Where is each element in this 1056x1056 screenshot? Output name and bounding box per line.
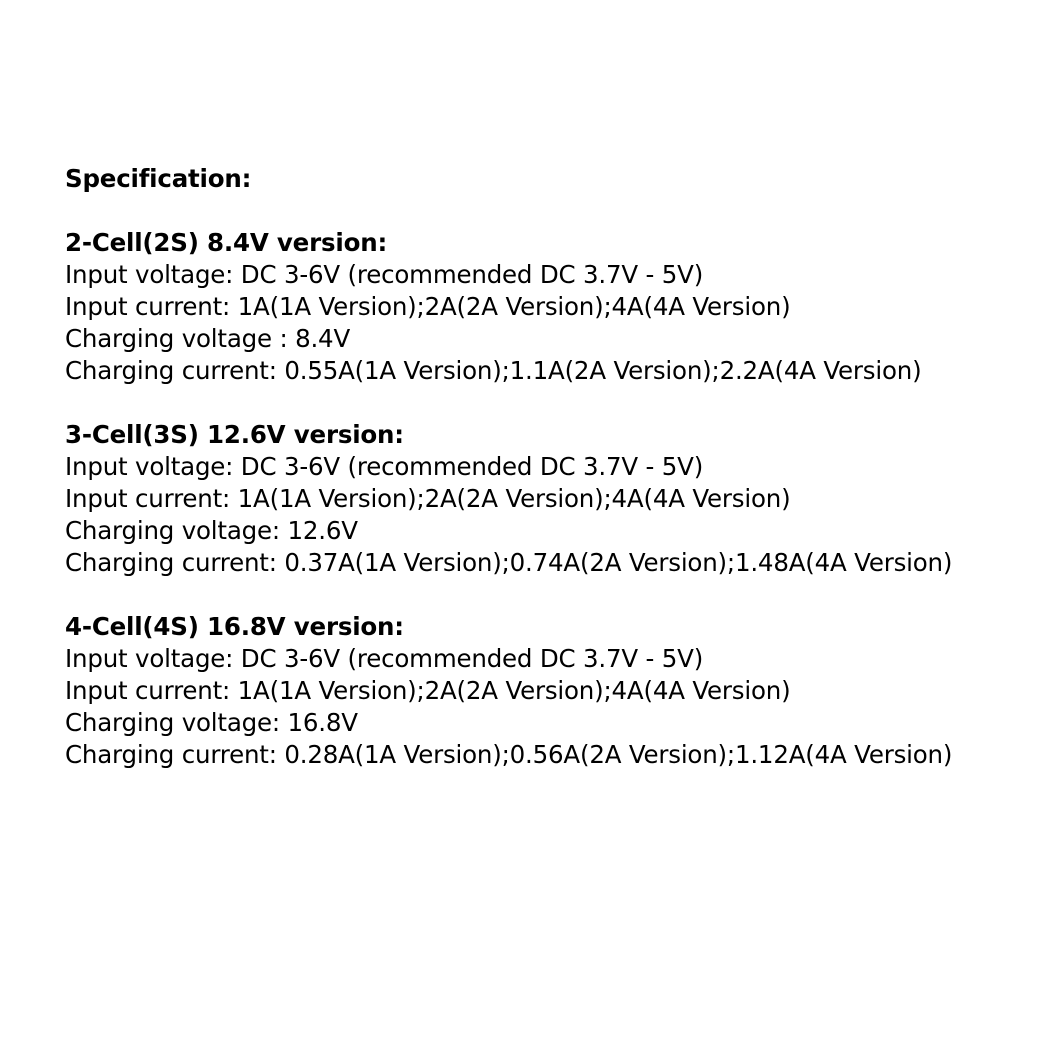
charging-voltage-line: Charging voltage : 8.4V <box>65 324 351 353</box>
section-2s <box>65 227 1025 387</box>
page-title: Specification: <box>65 164 252 193</box>
input-voltage-line: Input voltage: DC 3-6V (recommended DC 3.7V - 5V) <box>65 644 704 673</box>
charging-voltage-line: Charging voltage: 12.6V <box>65 516 358 545</box>
input-voltage-line: Input voltage: DC 3-6V (recommended DC 3.7V - 5V) <box>65 260 704 289</box>
charging-current-line: Charging current: 0.55A(1A Version);1.1A(2A Version);2.2A(4A Version) <box>65 356 922 385</box>
section-heading: 2-Cell(2S) 8.4V version: <box>65 228 388 257</box>
input-current-line: Input current: 1A(1A Version);2A(2A Version);4A(4A Version) <box>65 676 791 705</box>
input-current-line: Input current: 1A(1A Version);2A(2A Version);4A(4A Version) <box>65 292 791 321</box>
charging-current-line: Charging current: 0.37A(1A Version);0.74A(2A Version);1.48A(4A Version) <box>65 548 953 577</box>
charging-current-line: Charging current: 0.28A(1A Version);0.56A(2A Version);1.12A(4A Version) <box>65 740 953 769</box>
section-3s <box>65 419 1025 579</box>
specification-document <box>65 163 1025 803</box>
section-heading: 3-Cell(3S) 12.6V version: <box>65 420 404 449</box>
charging-voltage-line: Charging voltage: 16.8V <box>65 708 358 737</box>
input-current-line: Input current: 1A(1A Version);2A(2A Version);4A(4A Version) <box>65 484 791 513</box>
section-heading: 4-Cell(4S) 16.8V version: <box>65 612 404 641</box>
input-voltage-line: Input voltage: DC 3-6V (recommended DC 3.7V - 5V) <box>65 452 704 481</box>
section-4s <box>65 611 1025 771</box>
